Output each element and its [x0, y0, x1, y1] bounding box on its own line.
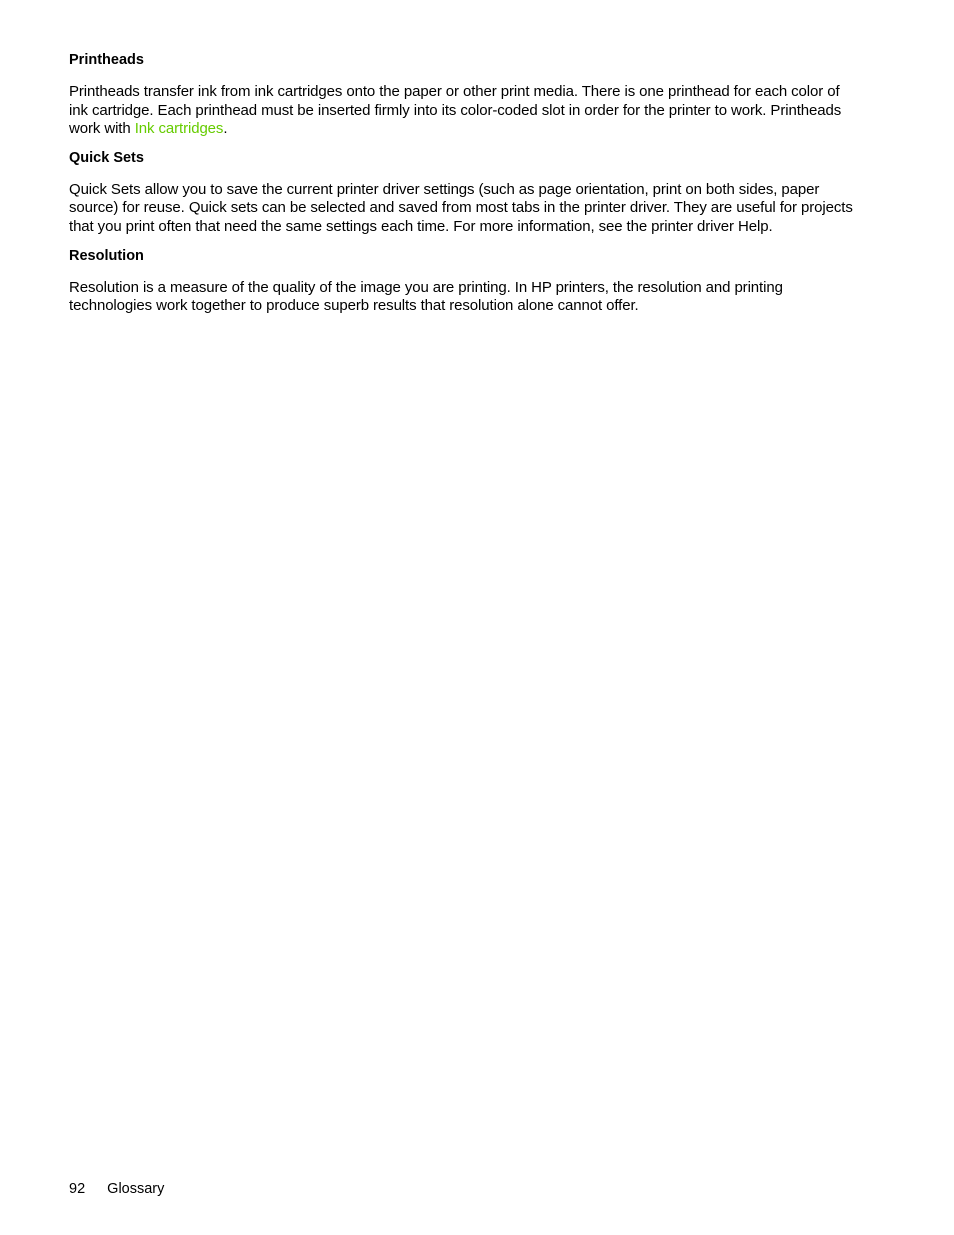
entry-body-text: Printheads transfer ink from ink cartridges onto the paper or other print media. There is one printhead for each color of ink cartridge. Each printhead must be inserted firmly into its color-coded slot in order for the printer to work. Printheads work with	[69, 83, 842, 138]
page-footer	[69, 1179, 164, 1199]
glossary-content	[69, 50, 859, 325]
entry-title: Resolution	[69, 247, 144, 264]
glossary-entry-resolution	[69, 246, 859, 316]
entry-body	[69, 83, 859, 139]
footer-section-name: Glossary	[107, 1181, 165, 1197]
glossary-entry-printheads	[69, 50, 859, 139]
entry-title: Printheads	[69, 52, 144, 68]
glossary-entry-quick-sets	[69, 148, 859, 237]
entry-body-text-end: .	[223, 120, 228, 138]
entry-title: Quick Sets	[69, 149, 144, 166]
ink-cartridges-link[interactable]: Ink cartridges	[134, 120, 224, 138]
entry-body: Quick Sets allow you to save the current printer driver settings (such as page orientation, print on both sides, paper source) for reuse. Quick sets can be selected and saved from most tabs in the printer driver. They are useful for projects that you print often that need the same settings each time. For more information, see the printer driver Help.	[69, 180, 853, 235]
entry-body: Resolution is a measure of the quality of the image you are printing. In HP printers, the resolution and printing technologies work together to produce superb results that resolution alone cannot offer.	[69, 278, 783, 315]
page-number: 92	[69, 1181, 86, 1197]
